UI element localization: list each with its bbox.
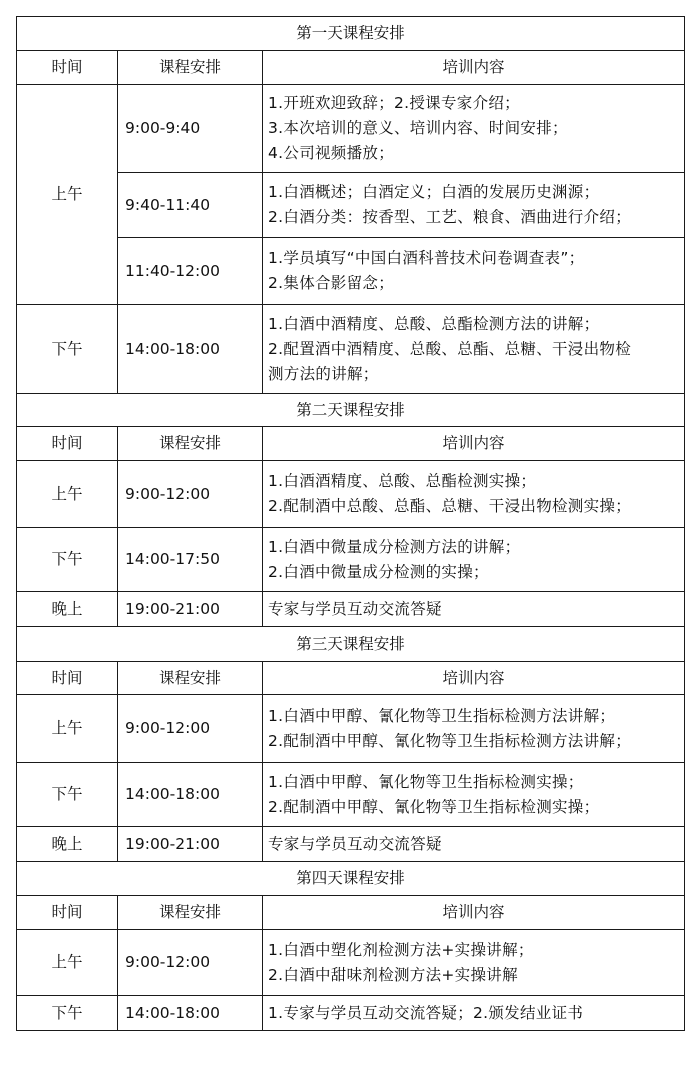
time-slot: 9:00-12:00 xyxy=(118,695,263,763)
day-title: 第二天课程安排 xyxy=(17,394,685,427)
content-line: 专家与学员互动交流答疑 xyxy=(268,834,442,853)
schedule-row xyxy=(17,763,685,827)
period-label-evening: 晚上 xyxy=(17,827,118,862)
time-slot: 9:00-12:00 xyxy=(118,930,263,996)
column-header-schedule: 课程安排 xyxy=(118,896,263,930)
column-header-content: 培训内容 xyxy=(263,51,685,85)
content-line: 2.白酒分类：按香型、工艺、粮食、酒曲进行介绍； xyxy=(268,208,631,226)
column-header-schedule: 课程安排 xyxy=(118,427,263,461)
content-line: 1.学员填写“中国白酒科普技术问卷调查表”； xyxy=(268,249,585,267)
content-line: 1.白酒中酒精度、总酸、总酯检测方法的讲解； xyxy=(268,314,600,333)
column-header-time: 时间 xyxy=(17,662,118,695)
column-header-schedule: 课程安排 xyxy=(118,51,263,85)
training-content xyxy=(263,827,685,862)
training-content xyxy=(263,996,685,1031)
column-header-row xyxy=(17,896,685,930)
schedule-table xyxy=(16,16,685,1031)
schedule-row xyxy=(17,461,685,528)
column-header-row xyxy=(17,51,685,85)
column-header-time: 时间 xyxy=(17,896,118,930)
content-line: 1.开班欢迎致辞；2.授课专家介绍； xyxy=(268,94,520,112)
time-slot: 19:00-21:00 xyxy=(118,592,263,627)
schedule-row xyxy=(17,305,685,394)
day-title: 第三天课程安排 xyxy=(17,627,685,662)
content-line: 1.白酒中甲醇、氰化物等卫生指标检测方法讲解； xyxy=(268,706,616,725)
time-slot: 14:00-17:50 xyxy=(118,528,263,592)
time-slot: 14:00-18:00 xyxy=(118,763,263,827)
period-label-afternoon: 下午 xyxy=(17,305,118,394)
column-header-row xyxy=(17,427,685,461)
period-label-afternoon: 下午 xyxy=(17,996,118,1031)
period-label-afternoon: 下午 xyxy=(17,763,118,827)
training-content xyxy=(263,528,685,592)
schedule-row xyxy=(17,592,685,627)
training-content xyxy=(263,85,685,173)
content-line: 测方法的讲解； xyxy=(268,364,379,383)
training-content xyxy=(263,173,685,238)
day-title-row xyxy=(17,394,685,427)
content-line: 2.白酒中微量成分检测的实操； xyxy=(268,562,489,581)
content-line: 1.专家与学员互动交流答疑；2.颁发结业证书 xyxy=(268,1003,584,1022)
day-title: 第四天课程安排 xyxy=(17,862,685,896)
time-slot: 14:00-18:00 xyxy=(118,996,263,1031)
content-line: 2.配制酒中甲醇、氰化物等卫生指标检测方法讲解； xyxy=(268,731,631,750)
period-label-morning: 上午 xyxy=(17,695,118,763)
content-line: 3.本次培训的意义、培训内容、时间安排； xyxy=(268,119,568,137)
day-title-row xyxy=(17,17,685,51)
day-title-row xyxy=(17,627,685,662)
content-line: 1.白酒中微量成分检测方法的讲解； xyxy=(268,537,521,556)
day-title-row xyxy=(17,862,685,896)
content-line: 2.配制酒中甲醇、氰化物等卫生指标检测实操； xyxy=(268,797,600,816)
time-slot: 19:00-21:00 xyxy=(118,827,263,862)
content-line: 2.集体合影留念； xyxy=(268,274,394,292)
column-header-time: 时间 xyxy=(17,427,118,461)
column-header-schedule: 课程安排 xyxy=(118,662,263,695)
content-line: 1.白酒概述；白酒定义；白酒的发展历史渊源； xyxy=(268,183,600,201)
content-line: 4.公司视频播放； xyxy=(268,144,394,162)
time-slot: 9:00-9:40 xyxy=(118,85,263,173)
column-header-time: 时间 xyxy=(17,51,118,85)
period-label-evening: 晚上 xyxy=(17,592,118,627)
content-line: 2.配制酒中总酸、总酯、总糖、干浸出物检测实操； xyxy=(268,497,631,515)
schedule-row xyxy=(17,173,685,238)
schedule-row xyxy=(17,528,685,592)
time-slot: 14:00-18:00 xyxy=(118,305,263,394)
content-line: 1.白酒中甲醇、氰化物等卫生指标检测实操； xyxy=(268,772,584,791)
day-title: 第一天课程安排 xyxy=(17,17,685,51)
training-content xyxy=(263,238,685,305)
schedule-row xyxy=(17,827,685,862)
time-slot: 9:40-11:40 xyxy=(118,173,263,238)
period-label-morning: 上午 xyxy=(17,85,118,305)
period-label-afternoon: 下午 xyxy=(17,528,118,592)
training-content xyxy=(263,763,685,827)
column-header-content: 培训内容 xyxy=(263,662,685,695)
training-content xyxy=(263,695,685,763)
schedule-row xyxy=(17,85,685,173)
time-slot: 11:40-12:00 xyxy=(118,238,263,305)
schedule-row xyxy=(17,695,685,763)
training-content xyxy=(263,592,685,627)
schedule-row xyxy=(17,930,685,996)
content-line: 专家与学员互动交流答疑 xyxy=(268,599,442,618)
schedule-row xyxy=(17,238,685,305)
column-header-row xyxy=(17,662,685,695)
column-header-content: 培训内容 xyxy=(263,427,685,461)
content-line: 1.白酒酒精度、总酸、总酯检测实操； xyxy=(268,472,537,490)
schedule-row xyxy=(17,996,685,1031)
training-content xyxy=(263,305,685,394)
content-line: 2.配置酒中酒精度、总酸、总酯、总糖、干浸出物检 xyxy=(268,339,631,358)
training-content xyxy=(263,461,685,528)
schedule-table-body xyxy=(17,17,685,1031)
content-line: 1.白酒中塑化剂检测方法+实操讲解； xyxy=(268,940,534,959)
content-line: 2.白酒中甜味剂检测方法+实操讲解 xyxy=(268,965,518,984)
period-label-morning: 上午 xyxy=(17,930,118,996)
time-slot: 9:00-12:00 xyxy=(118,461,263,528)
training-content xyxy=(263,930,685,996)
column-header-content: 培训内容 xyxy=(263,896,685,930)
period-label-morning: 上午 xyxy=(17,461,118,528)
